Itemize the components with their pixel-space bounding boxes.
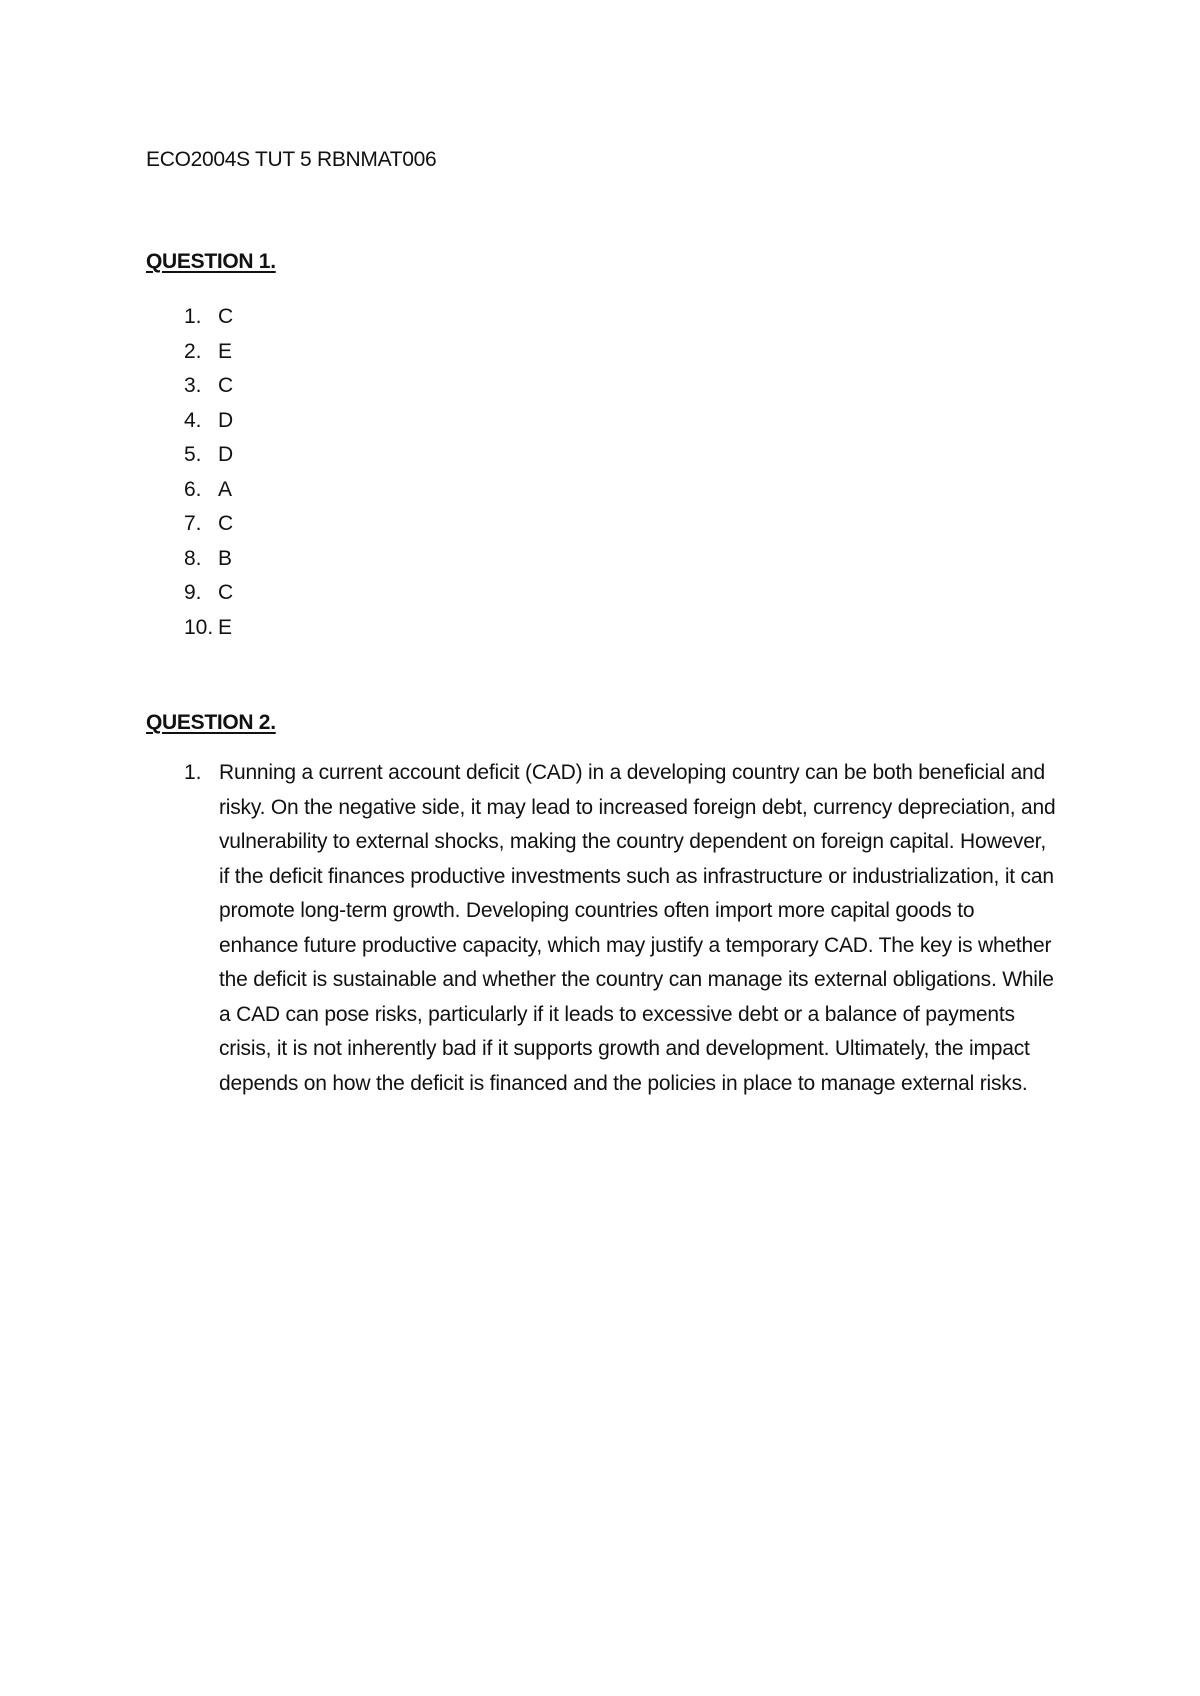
question-2-answer-list	[146, 756, 1066, 1101]
answer-letter: C	[218, 581, 234, 604]
answer-item	[146, 300, 233, 335]
answer-number: 7.	[184, 512, 202, 535]
answer-number: 10.	[184, 615, 214, 639]
answer-letter: E	[218, 339, 233, 363]
answer-item	[146, 438, 233, 473]
answer-number: 4.	[184, 408, 202, 432]
essay-answer-item	[146, 756, 1066, 1101]
essay-answer-number: 1.	[184, 761, 202, 784]
document-title: ECO2004S TUT 5 RBNMAT006	[146, 148, 437, 171]
answer-number: 1.	[184, 305, 202, 328]
answer-item	[146, 369, 233, 404]
answer-letter: D	[218, 443, 234, 466]
answer-letter: C	[218, 512, 234, 535]
question-1-answer-list	[146, 300, 233, 645]
answer-number: 6.	[184, 477, 202, 501]
answer-item	[146, 335, 233, 370]
answer-number: 2.	[184, 339, 202, 363]
answer-number: 5.	[184, 443, 202, 466]
answer-item	[146, 507, 233, 542]
answer-letter: E	[218, 615, 233, 639]
question-1-heading: QUESTION 1.	[146, 250, 276, 273]
answer-letter: B	[218, 546, 233, 570]
answer-letter: C	[218, 305, 234, 328]
question-2-heading: QUESTION 2.	[146, 711, 276, 734]
answer-item	[146, 473, 233, 508]
answer-letter: C	[218, 374, 234, 397]
answer-item	[146, 542, 233, 577]
answer-number: 9.	[184, 581, 202, 604]
essay-answer-text: Running a current account deficit (CAD) in a developing country can be both beneficial and risky. On the negative side, it may lead to increased foreign debt, currency depreciation, and vulnerability to external shocks, making the country dependent on foreign capital. However, if the deficit finances productive investments such as infrastructure or industrialization, it can promote long-term growth. Developing countries often import more capital goods to enhance future productive capacity, which may justify a temporary CAD. The key is whether the deficit is sustainable and whether the country can manage its external obligations. While a CAD can pose risks, particularly if it leads to excessive debt or a balance of payments crisis, it is not inherently bad if it supports growth and development. Ultimately, the impact depends on how the deficit is financed and the policies in place to manage external risks.	[219, 761, 1056, 1095]
answer-item	[146, 576, 233, 611]
answer-number: 8.	[184, 546, 202, 570]
answer-item	[146, 404, 233, 439]
answer-letter: D	[218, 408, 234, 432]
answer-number: 3.	[184, 374, 202, 397]
answer-letter: A	[218, 477, 233, 501]
answer-item	[146, 611, 233, 646]
